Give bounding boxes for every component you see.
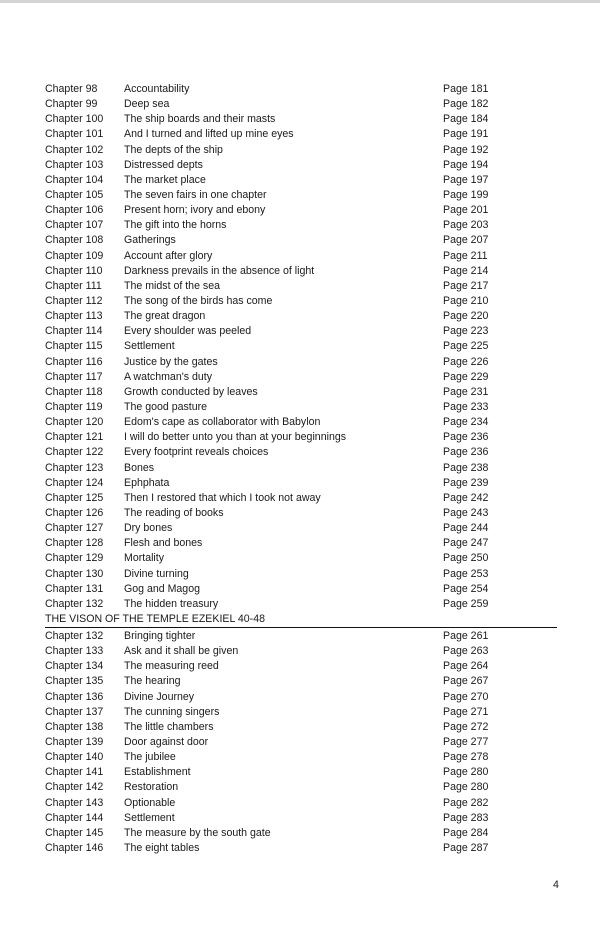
chapter-number: Chapter 128: [45, 537, 104, 550]
chapter-title: The eight tables: [124, 842, 200, 855]
chapter-number: Chapter 107: [45, 219, 104, 232]
toc-entry: [45, 629, 560, 644]
page-reference: Page 197: [443, 173, 489, 186]
toc-entry: [45, 690, 560, 705]
chapter-title: Bringing tighter: [124, 630, 196, 643]
chapter-number: Chapter 116: [45, 355, 103, 368]
page-reference: Page 184: [443, 113, 489, 126]
chapter-title: The depts of the ship: [124, 143, 223, 156]
toc-entry: [45, 597, 560, 612]
chapter-title: A watchman's duty: [124, 370, 212, 383]
chapter-title: Edom's cape as collaborator with Babylon: [124, 416, 321, 429]
page-reference: Page 264: [443, 660, 489, 673]
toc-entry: [45, 309, 560, 324]
toc-entry: [45, 491, 560, 506]
chapter-title: Growth conducted by leaves: [124, 385, 258, 398]
chapter-title: Deep sea: [124, 98, 170, 111]
toc-entry: [45, 158, 560, 173]
page-reference: Page 214: [443, 264, 489, 277]
chapter-title: The measuring reed: [124, 660, 219, 673]
page-reference: Page 277: [443, 736, 489, 749]
chapter-title: Settlement: [124, 811, 175, 824]
chapter-title: The song of the birds has come: [124, 294, 273, 307]
chapter-number: Chapter 145: [45, 826, 104, 839]
page-reference: Page 182: [443, 98, 489, 111]
chapter-title: The reading of books: [124, 506, 224, 519]
toc-entry: [45, 430, 560, 445]
chapter-number: Chapter 132: [45, 597, 104, 610]
chapter-number: Chapter 129: [45, 552, 104, 565]
toc-entry: [45, 97, 560, 112]
chapter-number: Chapter 127: [45, 522, 104, 535]
chapter-number: Chapter 104: [45, 173, 104, 186]
toc-entry: [45, 659, 560, 674]
chapter-title: Accountability: [124, 83, 190, 95]
page-reference: Page 282: [443, 796, 489, 809]
page-reference: Page 280: [443, 766, 489, 779]
chapter-number: Chapter 112: [45, 294, 103, 307]
page-reference: Page 201: [443, 204, 489, 217]
chapter-number: Chapter 143: [45, 796, 104, 809]
chapter-number: Chapter 134: [45, 660, 104, 673]
page-reference: Page 207: [443, 234, 489, 247]
toc-entry: [45, 735, 560, 750]
page-reference: Page 203: [443, 219, 489, 232]
toc-entry: [45, 143, 560, 158]
chapter-number: Chapter 140: [45, 751, 104, 764]
toc-entry: [45, 355, 560, 370]
chapter-number: Chapter 133: [45, 645, 104, 658]
chapter-title: I will do better unto you than at your beginnings: [124, 431, 347, 444]
chapter-number: Chapter 121: [45, 431, 104, 444]
toc-entry: [45, 370, 560, 385]
page-number: 4: [553, 879, 559, 891]
chapter-number: Chapter 109: [45, 249, 104, 262]
chapter-title: Justice by the gates: [124, 355, 218, 368]
toc-entry: [45, 415, 560, 430]
toc-entry: [45, 249, 560, 264]
chapter-number: Chapter 132: [45, 630, 104, 643]
chapter-number: Chapter 118: [45, 385, 103, 398]
chapter-title: Mortality: [124, 552, 165, 565]
toc-entry: [45, 324, 560, 339]
chapter-title: Optionable: [124, 796, 176, 809]
toc-section-1: [45, 82, 560, 612]
toc-entry: [45, 264, 560, 279]
chapter-number: Chapter 117: [45, 370, 103, 383]
chapter-number: Chapter 125: [45, 491, 104, 504]
chapter-title: And I turned and lifted up mine eyes: [124, 128, 294, 141]
chapter-title: Ephphata: [124, 476, 170, 489]
chapter-number: Chapter 136: [45, 690, 104, 703]
page-reference: Page 238: [443, 461, 489, 474]
toc-entry: [45, 233, 560, 248]
page-reference: Page 243: [443, 506, 489, 519]
chapter-number: Chapter 131: [45, 582, 104, 595]
toc-section-2: [45, 629, 560, 856]
section-divider: [45, 627, 557, 628]
toc-entry: [45, 796, 560, 811]
toc-entry: [45, 173, 560, 188]
chapter-title: Every shoulder was peeled: [124, 325, 252, 338]
chapter-number: Chapter 98: [45, 83, 98, 95]
toc-entry: [45, 279, 560, 294]
toc-entry: [45, 720, 560, 735]
toc-entry: [45, 705, 560, 720]
page-reference: Page 229: [443, 370, 489, 383]
chapter-title: The ship boards and their masts: [124, 113, 276, 126]
toc-entry: [45, 567, 560, 582]
chapter-number: Chapter 105: [45, 188, 104, 201]
page-reference: Page 194: [443, 158, 489, 171]
toc-entry: [45, 127, 560, 142]
toc-entry: [45, 339, 560, 354]
chapter-title: The midst of the sea: [124, 279, 220, 292]
chapter-title: Door against door: [124, 736, 209, 749]
toc-entry: [45, 506, 560, 521]
chapter-number: Chapter 130: [45, 567, 104, 580]
chapter-number: Chapter 110: [45, 264, 103, 277]
page-reference: Page 210: [443, 294, 489, 307]
toc-entry: [45, 811, 560, 826]
page-reference: Page 242: [443, 491, 489, 504]
toc-entry: [45, 750, 560, 765]
page-reference: Page 236: [443, 431, 489, 444]
chapter-number: Chapter 99: [45, 98, 98, 111]
chapter-number: Chapter 106: [45, 204, 104, 217]
page-reference: Page 192: [443, 143, 489, 156]
toc-entry: [45, 644, 560, 659]
chapter-number: Chapter 124: [45, 476, 104, 489]
chapter-title: Every footprint reveals choices: [124, 446, 269, 459]
chapter-title: The little chambers: [124, 720, 214, 733]
page-reference: Page 225: [443, 340, 489, 353]
chapter-number: Chapter 139: [45, 736, 104, 749]
chapter-number: Chapter 113: [45, 310, 103, 323]
chapter-title: The jubilee: [124, 751, 176, 764]
toc-entry: [45, 400, 560, 415]
chapter-title: Gatherings: [124, 234, 176, 247]
chapter-number: Chapter 144: [45, 811, 104, 824]
toc-entry: [45, 445, 560, 460]
chapter-title: The hidden treasury: [124, 597, 219, 610]
chapter-number: Chapter 137: [45, 705, 104, 718]
chapter-number: Chapter 126: [45, 506, 104, 519]
page-reference: Page 181: [443, 83, 489, 95]
page-reference: Page 263: [443, 645, 489, 658]
page-reference: Page 199: [443, 188, 489, 201]
page-reference: Page 250: [443, 552, 489, 565]
toc-entry: [45, 841, 560, 856]
page-reference: Page 211: [443, 249, 488, 262]
chapter-title: The good pasture: [124, 400, 208, 413]
chapter-number: Chapter 119: [45, 400, 103, 413]
page-reference: Page 233: [443, 400, 489, 413]
page-reference: Page 254: [443, 582, 489, 595]
chapter-title: The market place: [124, 173, 206, 186]
toc-entry: [45, 521, 560, 536]
top-border: [0, 0, 600, 3]
chapter-title: Establishment: [124, 766, 191, 779]
page-reference: Page 253: [443, 567, 489, 580]
page-reference: Page 244: [443, 522, 489, 535]
chapter-number: Chapter 135: [45, 675, 104, 688]
chapter-title: Divine Journey: [124, 690, 195, 703]
page-reference: Page 231: [443, 385, 489, 398]
chapter-number: Chapter 103: [45, 158, 104, 171]
page-reference: Page 270: [443, 690, 489, 703]
toc-entry: [45, 780, 560, 795]
chapter-title: The hearing: [124, 675, 181, 688]
page-reference: Page 261: [443, 630, 489, 643]
toc-entry: [45, 765, 560, 780]
chapter-number: Chapter 142: [45, 781, 104, 794]
toc-entry: [45, 188, 560, 203]
chapter-title: Flesh and bones: [124, 537, 203, 550]
chapter-title: The great dragon: [124, 310, 206, 323]
page-reference: Page 278: [443, 751, 489, 764]
chapter-title: The gift into the horns: [124, 219, 227, 232]
toc-entry: [45, 826, 560, 841]
chapter-title: Account after glory: [124, 249, 213, 262]
chapter-number: Chapter 141: [45, 766, 104, 779]
chapter-number: Chapter 123: [45, 461, 104, 474]
chapter-title: Restoration: [124, 781, 179, 794]
page-reference: Page 284: [443, 826, 489, 839]
chapter-title: Darkness prevails in the absence of light: [124, 264, 315, 277]
toc-entry: [45, 536, 560, 551]
chapter-title: Ask and it shall be given: [124, 645, 239, 658]
page-reference: Page 236: [443, 446, 489, 459]
chapter-title: Dry bones: [124, 522, 173, 535]
chapter-number: Chapter 120: [45, 416, 104, 429]
chapter-number: Chapter 111: [45, 279, 102, 292]
toc-entry: [45, 82, 560, 97]
chapter-title: The seven fairs in one chapter: [124, 188, 267, 201]
page-reference: Page 247: [443, 537, 489, 550]
chapter-number: Chapter 108: [45, 234, 104, 247]
page-reference: Page 280: [443, 781, 489, 794]
toc-entry: [45, 674, 560, 689]
chapter-number: Chapter 114: [45, 325, 103, 338]
page-reference: Page 272: [443, 720, 489, 733]
chapter-title: Distressed depts: [124, 158, 203, 171]
chapter-number: Chapter 102: [45, 143, 104, 156]
chapter-number: Chapter 138: [45, 720, 104, 733]
page-reference: Page 283: [443, 811, 489, 824]
page-reference: Page 191: [443, 128, 489, 141]
chapter-number: Chapter 101: [45, 128, 104, 141]
page-reference: Page 217: [443, 279, 489, 292]
toc-entry: [45, 218, 560, 233]
page-reference: Page 267: [443, 675, 489, 688]
chapter-number: Chapter 115: [45, 340, 103, 353]
toc-entry: [45, 112, 560, 127]
page-reference: Page 223: [443, 325, 489, 338]
toc-entry: [45, 551, 560, 566]
chapter-title: The cunning singers: [124, 705, 220, 718]
page-reference: Page 287: [443, 842, 489, 855]
chapter-title: Settlement: [124, 340, 175, 353]
chapter-title: Present horn; ivory and ebony: [124, 204, 266, 217]
page-reference: Page 220: [443, 310, 489, 323]
toc-entry: [45, 203, 560, 218]
toc-entry: [45, 476, 560, 491]
chapter-title: Gog and Magog: [124, 582, 200, 595]
page-reference: Page 234: [443, 416, 489, 429]
section-heading: THE VISON OF THE TEMPLE EZEKIEL 40-48: [45, 612, 265, 625]
chapter-number: Chapter 146: [45, 842, 104, 855]
chapter-title: Then I restored that which I took not away: [124, 491, 321, 504]
chapter-number: Chapter 122: [45, 446, 104, 459]
chapter-title: Bones: [124, 461, 155, 474]
page-reference: Page 239: [443, 476, 489, 489]
chapter-number: Chapter 100: [45, 113, 104, 126]
toc-entry: [45, 461, 560, 476]
toc-entry: [45, 385, 560, 400]
toc-entry: [45, 294, 560, 309]
table-of-contents: [45, 82, 560, 856]
page-reference: Page 226: [443, 355, 489, 368]
chapter-title: The measure by the south gate: [124, 826, 271, 839]
chapter-title: Divine turning: [124, 567, 189, 580]
page-reference: Page 259: [443, 597, 489, 610]
toc-entry: [45, 582, 560, 597]
page-reference: Page 271: [443, 705, 489, 718]
